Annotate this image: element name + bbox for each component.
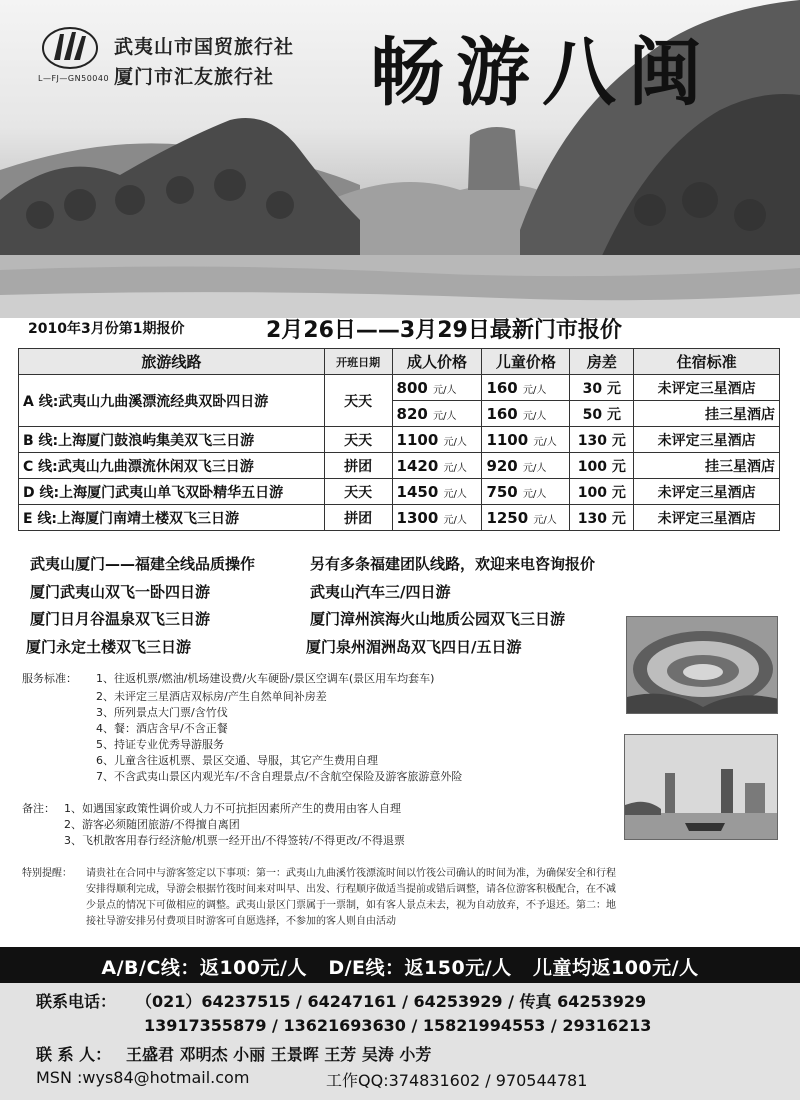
adult-price: 800 元/人	[392, 375, 482, 401]
route-name: B 线:上海厦门鼓浪屿集美双飞三日游	[19, 427, 325, 453]
table-row	[19, 427, 780, 453]
note-item: 2、游客必须随团旅游/不得擅自离团	[64, 818, 240, 831]
adult-price: 1300 元/人	[392, 505, 482, 531]
schedule: 拼团	[324, 505, 392, 531]
header-schedule: 开班日期	[324, 349, 392, 375]
note-item: 1、如遇国家政策性调价或人力不可抗拒因素所产生的费用由客人自理	[64, 802, 401, 815]
service-item: 4、餐：酒店含早/不含正餐	[96, 722, 228, 735]
child-price: 160 元/人	[482, 375, 570, 401]
extra-route: 厦门永定土楼双飞三日游	[26, 638, 192, 656]
adult-price: 1100 元/人	[392, 427, 482, 453]
header-hotel: 住宿标准	[634, 349, 780, 375]
hotel-standard: 挂三星酒店	[634, 401, 780, 427]
xiamen-harbor-photo	[624, 734, 778, 840]
hero-banner	[0, 0, 800, 318]
rebate-text: A/B/C线：返100元/人 D/E线：返150元/人 儿童均返100元/人	[101, 957, 699, 979]
header-child-price: 儿童价格	[482, 349, 570, 375]
header-route: 旅游线路	[19, 349, 325, 375]
table-row	[19, 505, 780, 531]
header-adult-price: 成人价格	[392, 349, 482, 375]
extra-route: 厦门泉州湄洲岛双飞四日/五日游	[306, 638, 522, 656]
service-item: 7、不含武夷山景区内观光车/不含自理景点/不含航空保险及游客旅游意外险	[96, 770, 463, 783]
extra-route: 武夷山厦门——福建全线品质操作	[30, 555, 256, 573]
license-number: L—FJ—GN50040	[38, 74, 110, 83]
extra-route: 另有多条福建团队线路，欢迎来电咨询报价	[310, 555, 596, 573]
contact-persons: 王盛君 邓明杰 小丽 王景晖 王芳 吴涛 小芳	[126, 1045, 432, 1064]
child-price: 920 元/人	[482, 453, 570, 479]
hotel-standard: 未评定三星酒店	[634, 479, 780, 505]
tulou-photo	[626, 616, 778, 714]
hotel-standard: 未评定三星酒店	[634, 427, 780, 453]
reminder-line: 少景点的情况下可做相应的调整。武夷山景区门票属于一票制，如有客人景点未去，视为自动放弃，不予退还。第二：地	[86, 900, 616, 911]
service-item: 3、所列景点大门票/含竹伐	[96, 706, 228, 719]
child-price: 750 元/人	[482, 479, 570, 505]
room-diff: 30 元	[570, 375, 634, 401]
phone-numbers: （021）64237515 / 64247161 / 64253929 / 传真 64253929	[136, 992, 647, 1011]
route-name: E 线:上海厦门南靖土楼双飞三日游	[19, 505, 325, 531]
service-item: 1、往返机票/燃油/机场建设费/火车硬卧/景区空调车(景区用车均套车)	[96, 672, 435, 685]
reminder-line: 请贵社在合同中与游客签定以下事项：第一：武夷山九曲溪竹筏漂流时间以竹筏公司确认的时间为准，为确保安全和行程	[86, 868, 616, 879]
table-row	[19, 375, 780, 401]
msn-address: MSN :wys84@hotmail.com	[36, 1068, 250, 1087]
rebate-banner	[0, 947, 800, 983]
adult-price: 1450 元/人	[392, 479, 482, 505]
extra-route: 厦门漳州滨海火山地质公园双飞三日游	[310, 610, 566, 628]
agency-logo	[40, 24, 100, 70]
contact-panel	[0, 983, 800, 1100]
adult-price: 820 元/人	[392, 401, 482, 427]
hotel-standard: 挂三星酒店	[634, 453, 780, 479]
hotel-standard: 未评定三星酒店	[634, 505, 780, 531]
reminder-line: 安排得顺利完成，导游会根据竹筏时间来对叫早、出发、行程顺序做适当提前或错后调整，请各位游客积极配合，在不减	[86, 884, 616, 895]
service-item: 2、未评定三星酒店双标房/产生自然单间补房差	[96, 690, 327, 703]
route-name: A 线:武夷山九曲溪漂流经典双卧四日游	[19, 375, 325, 427]
table-header-row	[19, 349, 780, 375]
service-label: 服务标准：	[22, 672, 77, 685]
route-name: C 线:武夷山九曲漂流休闲双飞三日游	[19, 453, 325, 479]
extra-route: 厦门武夷山双飞一卧四日游	[30, 583, 211, 601]
note-item: 3、飞机散客用春行经济舱/机票一经开出/不得签转/不得更改/不得退票	[64, 834, 405, 847]
price-table	[18, 348, 780, 531]
table-row	[19, 453, 780, 479]
schedule: 天天	[324, 479, 392, 505]
schedule: 拼团	[324, 453, 392, 479]
extra-route: 武夷山汽车三/四日游	[310, 583, 451, 601]
qq-numbers: 工作QQ:374831602 / 970544781	[326, 1071, 588, 1090]
header-room-diff: 房差	[570, 349, 634, 375]
agency-name-xiamen: 厦门市汇友旅行社	[114, 66, 275, 88]
price-period-headline: 2月26日——3月29日最新门市报价	[266, 318, 622, 343]
room-diff: 50 元	[570, 401, 634, 427]
child-price: 160 元/人	[482, 401, 570, 427]
service-item: 6、儿童含往返机票、景区交通、导服，其它产生费用自理	[96, 754, 378, 767]
notes-label: 备注：	[22, 802, 55, 815]
issue-label: 2010年3月份第1期报价	[28, 321, 185, 337]
room-diff: 100 元	[570, 453, 634, 479]
reminder-line: 接社导游安排另付费项目时游客可自愿选择，不参加的客人则自由活动	[86, 916, 396, 927]
mobile-numbers: 13917355879 / 13621693630 / 15821994553 / 29316213	[144, 1016, 652, 1035]
table-row	[19, 479, 780, 505]
room-diff: 130 元	[570, 505, 634, 531]
room-diff: 100 元	[570, 479, 634, 505]
adult-price: 1420 元/人	[392, 453, 482, 479]
reminder-label: 特别提醒：	[22, 868, 72, 879]
service-item: 5、持证专业优秀导游服务	[96, 738, 224, 751]
contact-person-label: 联 系 人：	[36, 1045, 112, 1064]
phone-label: 联系电话：	[36, 992, 117, 1011]
hotel-standard: 未评定三星酒店	[634, 375, 780, 401]
agency-name-wuyishan: 武夷山市国贸旅行社	[114, 36, 295, 58]
child-price: 1100 元/人	[482, 427, 570, 453]
extra-route: 厦门日月谷温泉双飞三日游	[30, 610, 211, 628]
page-title: 畅游八闽	[370, 30, 714, 116]
schedule: 天天	[324, 375, 392, 427]
route-name: D 线:上海厦门武夷山单飞双卧精华五日游	[19, 479, 325, 505]
schedule: 天天	[324, 427, 392, 453]
child-price: 1250 元/人	[482, 505, 570, 531]
room-diff: 130 元	[570, 427, 634, 453]
